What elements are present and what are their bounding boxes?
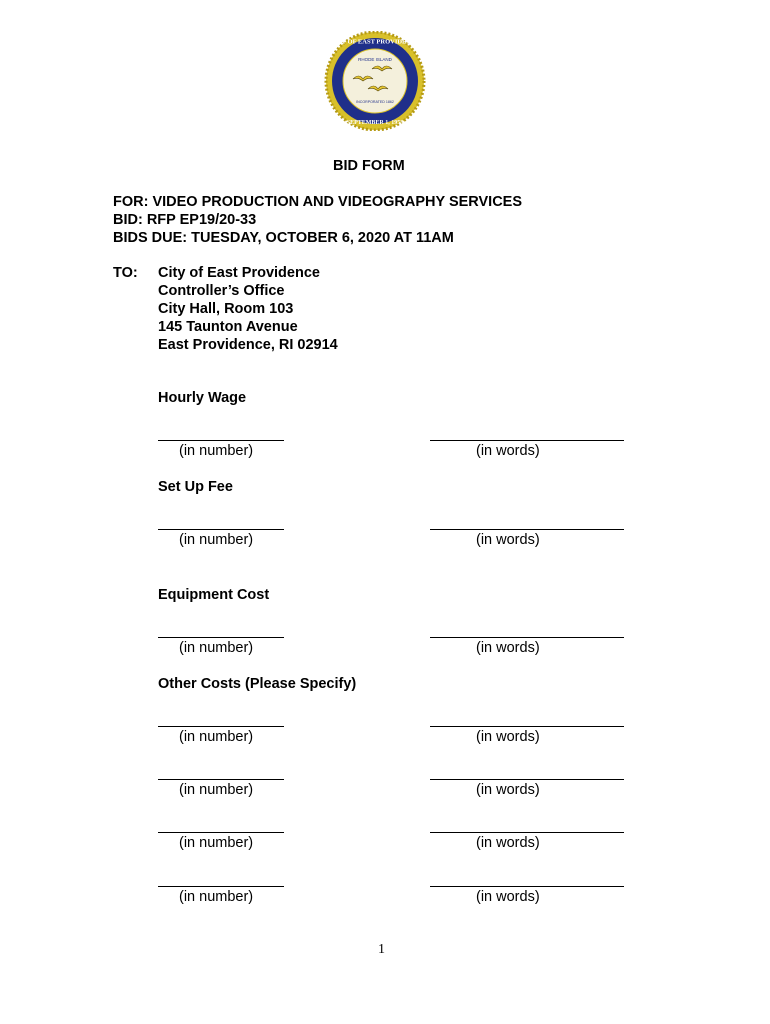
to-address-line: Controller’s Office bbox=[158, 283, 285, 299]
in-words-label: (in words) bbox=[476, 443, 540, 459]
in-number-label: (in number) bbox=[179, 729, 254, 745]
in-words-label: (in words) bbox=[476, 782, 540, 798]
in-number-label: (in number) bbox=[179, 889, 254, 905]
page-number: 1 bbox=[378, 942, 385, 957]
other-cost-number-field[interactable] bbox=[158, 779, 284, 780]
set-up-fee-heading: Set Up Fee bbox=[158, 479, 233, 495]
to-label: TO: bbox=[113, 265, 138, 281]
in-number-label: (in number) bbox=[179, 782, 254, 798]
other-cost-words-field[interactable] bbox=[430, 779, 624, 780]
in-number-label: (in number) bbox=[179, 835, 254, 851]
seal-outer-text: CITY OF EAST PROVIDENCE bbox=[329, 38, 421, 46]
other-costs-heading: Other Costs (Please Specify) bbox=[158, 676, 357, 692]
other-cost-number-field[interactable] bbox=[158, 886, 284, 887]
in-words-label: (in words) bbox=[476, 889, 540, 905]
to-address-line: City of East Providence bbox=[158, 265, 320, 281]
to-address-line: City Hall, Room 103 bbox=[158, 301, 294, 317]
equipment-cost-number-field[interactable] bbox=[158, 637, 284, 638]
other-cost-words-field[interactable] bbox=[430, 832, 624, 833]
other-cost-words-field[interactable] bbox=[430, 726, 624, 727]
seal-middle-text: INCORPORATED 1862 bbox=[356, 100, 394, 104]
other-cost-number-field[interactable] bbox=[158, 726, 284, 727]
set-up-fee-words-field[interactable] bbox=[430, 529, 624, 530]
seal-lower-text: SEPTEMBER 1, 1958 bbox=[346, 120, 404, 126]
in-words-label: (in words) bbox=[476, 640, 540, 656]
bid-line: BID: RFP EP19/20-33 bbox=[113, 212, 257, 228]
hourly-wage-number-field[interactable] bbox=[158, 440, 284, 441]
to-address-line: East Providence, RI 02914 bbox=[158, 337, 338, 353]
in-words-label: (in words) bbox=[476, 835, 540, 851]
in-words-label: (in words) bbox=[476, 729, 540, 745]
equipment-cost-words-field[interactable] bbox=[430, 637, 624, 638]
other-cost-words-field[interactable] bbox=[430, 886, 624, 887]
hourly-wage-heading: Hourly Wage bbox=[158, 390, 247, 406]
to-address-line: 145 Taunton Avenue bbox=[158, 319, 298, 335]
form-title: BID FORM bbox=[333, 158, 405, 174]
hourly-wage-words-field[interactable] bbox=[430, 440, 624, 441]
seal-upper-text: RHODE ISLAND bbox=[358, 57, 392, 62]
for-line: FOR: VIDEO PRODUCTION AND VIDEOGRAPHY SERVICES bbox=[113, 194, 523, 210]
due-line: BIDS DUE: TUESDAY, OCTOBER 6, 2020 AT 11AM bbox=[113, 230, 454, 246]
in-words-label: (in words) bbox=[476, 532, 540, 548]
equipment-cost-heading: Equipment Cost bbox=[158, 587, 270, 603]
in-number-label: (in number) bbox=[179, 443, 254, 459]
in-number-label: (in number) bbox=[179, 532, 254, 548]
other-cost-number-field[interactable] bbox=[158, 832, 284, 833]
set-up-fee-number-field[interactable] bbox=[158, 529, 284, 530]
city-seal bbox=[318, 31, 432, 131]
in-number-label: (in number) bbox=[179, 640, 254, 656]
